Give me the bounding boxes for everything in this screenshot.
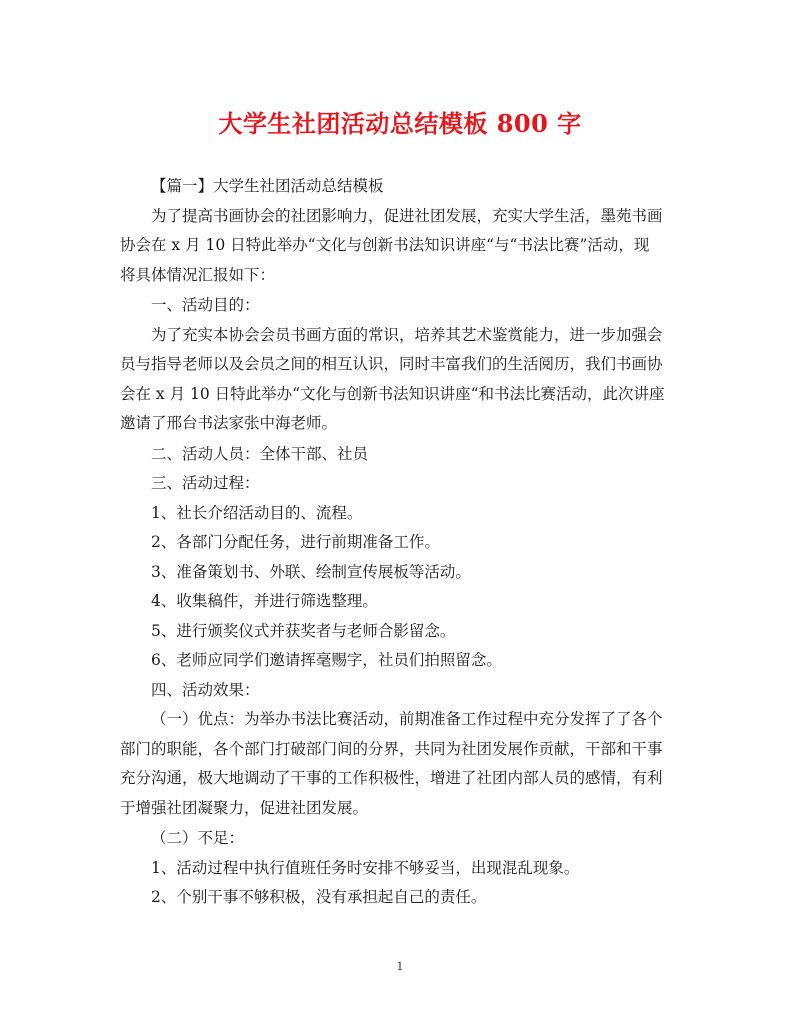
purpose-line-4: 邀请了邢台书法家张中海老师。 (120, 414, 338, 432)
shortcomings-list (120, 854, 686, 913)
advantages-line-3: 充分沟通，极大地调动了干事的工作积极性，增进了社团内部人员的感情，有利 (120, 769, 663, 787)
intro-line-3: 将具体情况汇报如下： (120, 265, 276, 284)
process-heading: 三、活动过程： (151, 474, 260, 492)
shortcoming-item: 1、活动过程中执行值班任务时安排不够妥当，出现混乱现象。 (151, 858, 580, 877)
advantages-line-4: 于增强社团凝聚力，促进社团发展。 (120, 798, 369, 817)
page-number: 1 (396, 960, 404, 973)
advantages-line-1: （一）优点：为举办书法比赛活动，前期准备工作过程中充分发挥了了各个 (151, 710, 663, 728)
process-list (120, 499, 686, 676)
advantages-line-2: 部门的职能，各个部门打破部门间的分界，共同为社团发展作贡献，干部和干事 (120, 739, 663, 758)
process-step: 1、社长介绍活动目的、流程。 (151, 503, 363, 522)
purpose-line-2: 员与指导老师以及会员之间的相互认识，同时丰富我们的生活阅历，我们书画协 (120, 355, 663, 373)
process-step: 6、老师应同学们邀请挥毫赐字，社员们拍照留念。 (151, 651, 502, 669)
effect-heading: 四、活动效果： (151, 680, 260, 699)
intro-paragraph (120, 202, 686, 291)
process-step: 3、准备策划书、外联、绘制宣传展板等活动。 (151, 562, 471, 581)
shortcomings-heading: （二）不足： (151, 829, 245, 847)
shortcoming-item: 2、个别干事不够积极，没有承担起自己的责任。 (151, 888, 487, 906)
intro-line-2: 协会在 x 月 10 日特此举办“文化与创新书法知识讲座“与“书法比赛”活动，现 (120, 236, 650, 254)
purpose-heading: 一、活动目的： (151, 296, 260, 314)
process-step: 2、各部门分配任务，进行前期准备工作。 (151, 533, 440, 551)
participants-line: 二、活动人员：全体干部、社员 (151, 444, 369, 463)
intro-line-1: 为了提高书画协会的社团影响力，促进社团发展，充实大学生活，墨苑书画 (151, 206, 663, 225)
document-body (120, 172, 686, 913)
process-step: 5、进行颁奖仪式并获奖者与老师合影留念。 (151, 621, 456, 640)
advantages-paragraph (120, 705, 686, 823)
document-title: 大学生社团活动总结模板 800 字 (218, 109, 582, 138)
section-heading: 【篇一】大学生社团活动总结模板 (151, 177, 384, 195)
purpose-line-3: 会在 x 月 10 日特此举办“文化与创新书法知识讲座“和书法比赛活动，此次讲座 (120, 384, 665, 403)
purpose-paragraph (120, 321, 686, 439)
process-step: 4、收集稿件，并进行筛选整理。 (151, 592, 378, 610)
purpose-line-1: 为了充实本协会会员书画方面的常识，培养其艺术鉴赏能力，进一步加强会 (151, 325, 663, 344)
